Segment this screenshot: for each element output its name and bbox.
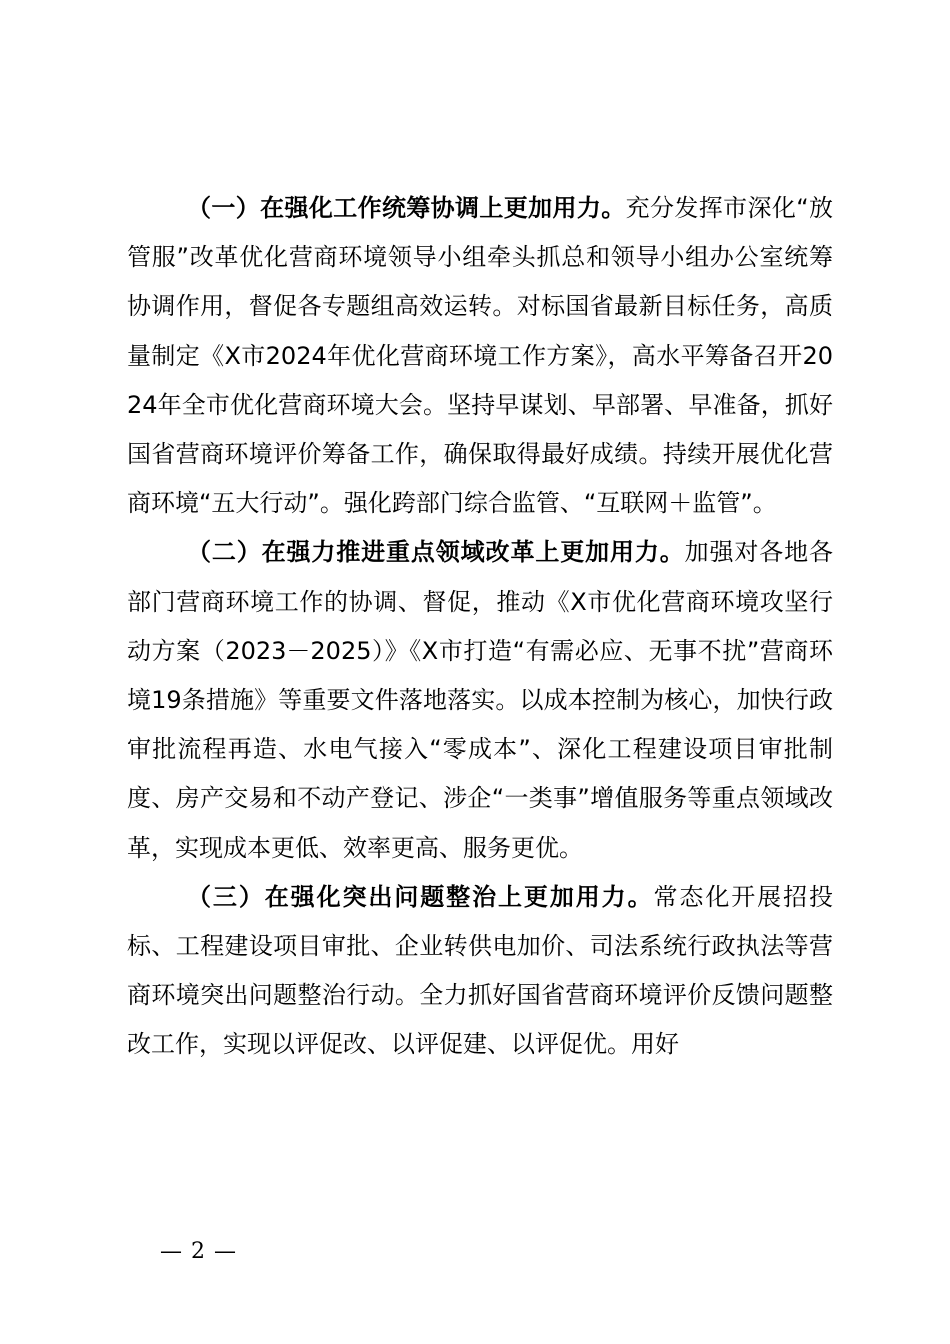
paragraph-3-heading: （三）在强化突出问题整治上更加用力。 (187, 882, 654, 911)
document-body (127, 184, 833, 1070)
paragraph-1 (127, 184, 833, 528)
paragraph-1-heading: （一）在强化工作统筹协调上更加用力。 (187, 194, 626, 222)
paragraph-2 (127, 528, 833, 872)
paragraph-2-heading: （二）在强力推进重点领域改革上更加用力。 (187, 538, 685, 567)
paragraph-2-text: 加强对各地各部门营商环境工作的协调、督促，推动《X市优化营商环境攻坚行动方案（2023－2025）》《X市打造“有需必应、无事不扰”营商环境19条措施》等重要文件落地落实。以成本控制为核心，加快行政审批流程再造、水电气接入“零成本”、深化工程建设项目审批制度、房产交易和不动产登记、涉企“一类事”增值服务等重点领域改革，实现成本更低、效率更高、服务更优。 (127, 538, 834, 862)
paragraph-3 (127, 873, 833, 1070)
paragraph-1-text: 充分发挥市深化“放管服”改革优化营商环境领导小组牵头抓总和领导小组办公室统筹协调作用，督促各专题组高效运转。对标国省最新目标任务，高质量制定《X市2024年优化营商环境工作方案》，高水平筹备召开2024年全市优化营商环境大会。坚持早谋划、早部署、早准备，抓好国省营商环境评价筹备工作，确保取得最好成绩。持续开展优化营商环境“五大行动”。强化跨部门综合监管、“互联网＋监管”。 (127, 194, 834, 518)
paragraph-3-text: 常态化开展招投标、工程建设项目审批、企业转供电加价、司法系统行政执法等营商环境突出问题整治行动。全力抓好国省营商环境评价反馈问题整改工作，实现以评促改、以评促建、以评促优。用好 (127, 882, 833, 1059)
page-number: — 2 — (160, 1239, 237, 1264)
